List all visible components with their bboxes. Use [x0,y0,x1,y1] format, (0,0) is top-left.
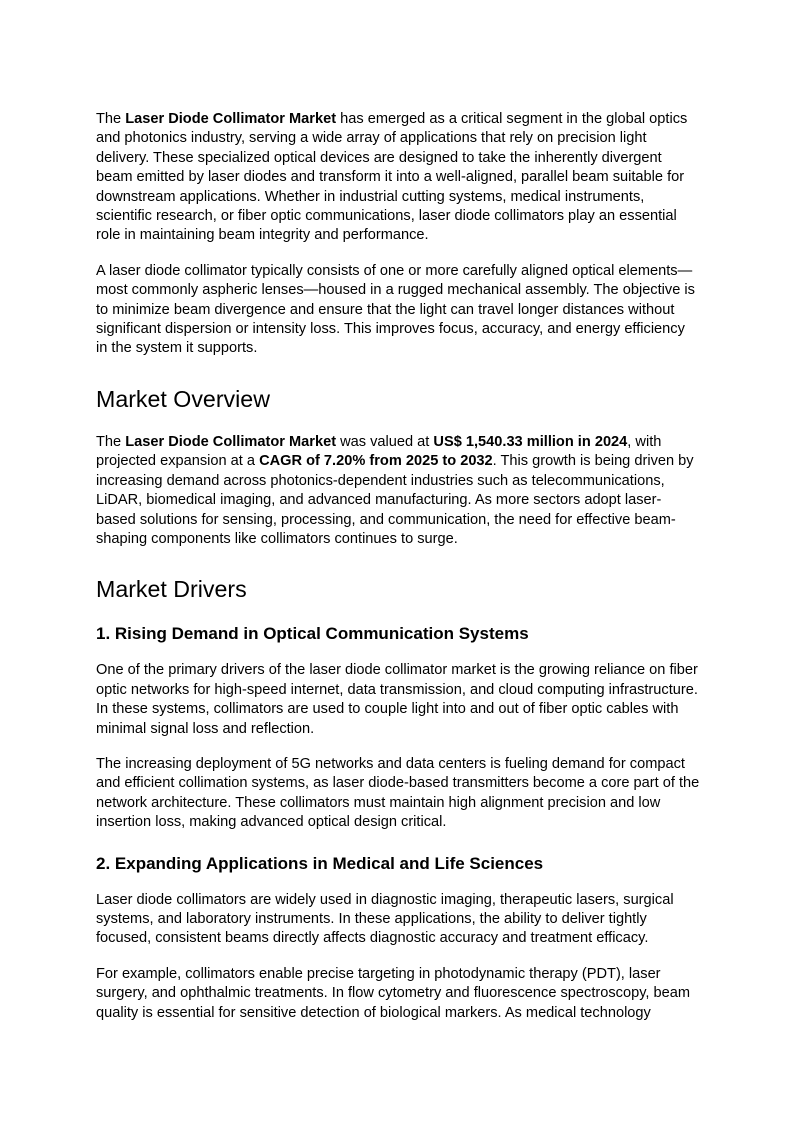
intro-paragraph-1 [96,110,700,246]
overview-bold-valuation: US$ 1,540.33 million in 2024 [433,433,628,450]
market-overview-heading: Market Overview [96,385,270,412]
overview-bold-cagr: CAGR of 7.20% from 2025 to 2032 [259,453,493,470]
driver-2-paragraph-1: Laser diode collimators are widely used in diagnostic imaging, therapeutic lasers, surgical systems, and laboratory instruments. In these applications, the ability to deliver tightly focused, consistent beams directly affects diagnostic accuracy and treatment efficacy. [96,891,674,947]
driver-1-paragraph-2: The increasing deployment of 5G networks and data centers is fueling demand for compact and efficient collimation systems, as laser diode-based transmitters become a core part of the network architecture. These collimators must maintain high alignment precision and low insertion loss, making advanced optical design critical. [96,755,700,831]
market-drivers-heading: Market Drivers [96,576,247,603]
document-page [96,110,700,1039]
driver-1-paragraph-1: One of the primary drivers of the laser diode collimator market is the growing reliance on fiber optic networks for high-speed internet, data transmission, and cloud computing infrastructure. In these systems, collimators are used to couple light into and out of fiber optic cables with minimal signal loss and reflection. [96,662,698,737]
overview-paragraph [96,433,700,549]
overview-text-4: . This growth is being driven by increasing demand across photonics-dependent industries such as telecommunications, LiDAR, biomedical imaging, and advanced manufacturing. As more sectors adopt laser-based solutions for sensing, processing, and communication, the need for effective beam-shaping components like collimators continues to surge. [96,453,694,547]
driver-2-heading: 2. Expanding Applications in Medical and Life Sciences [96,853,544,873]
overview-text-2: was valued at [336,433,434,450]
intro-bold-market-name: Laser Diode Collimator Market [125,111,337,127]
intro-text-1: The [96,111,126,127]
driver-2-paragraph-2: For example, collimators enable precise targeting in photodynamic therapy (PDT), laser surgery, and ophthalmic treatments. In flow cytometry and fluorescence spectroscopy, beam quality is essential for sensitive detection of biological markers. As medical technology [96,965,691,1021]
overview-text-3: , with projected expansion at a [96,433,662,470]
intro-text-2: has emerged as a critical segment in the global optics and photonics industry, serving a wide array of applications that rely on precision light delivery. These specialized optical devices are designed to take the inherently divergent beam emitted by laser diodes and transform it into a well-aligned, parallel beam suitable for downstream applications. Whether in industrial cutting systems, medical instruments, scientific research, or fiber optic communications, laser diode collimators play an essential role in maintaining beam integrity and performance. [96,111,688,244]
overview-bold-market-name: Laser Diode Collimator Market [125,433,337,450]
driver-1-heading: 1. Rising Demand in Optical Communication Systems [96,624,529,644]
intro-paragraph-2: A laser diode collimator typically consists of one or more carefully aligned optical elements—most commonly aspheric lenses—housed in a rugged mechanical assembly. The objective is to minimize beam divergence and ensure that the light can travel longer distances without significant dispersion or intensity loss. This improves focus, accuracy, and energy efficiency in the system it supports. [96,262,695,357]
overview-text-1: The [96,433,126,450]
